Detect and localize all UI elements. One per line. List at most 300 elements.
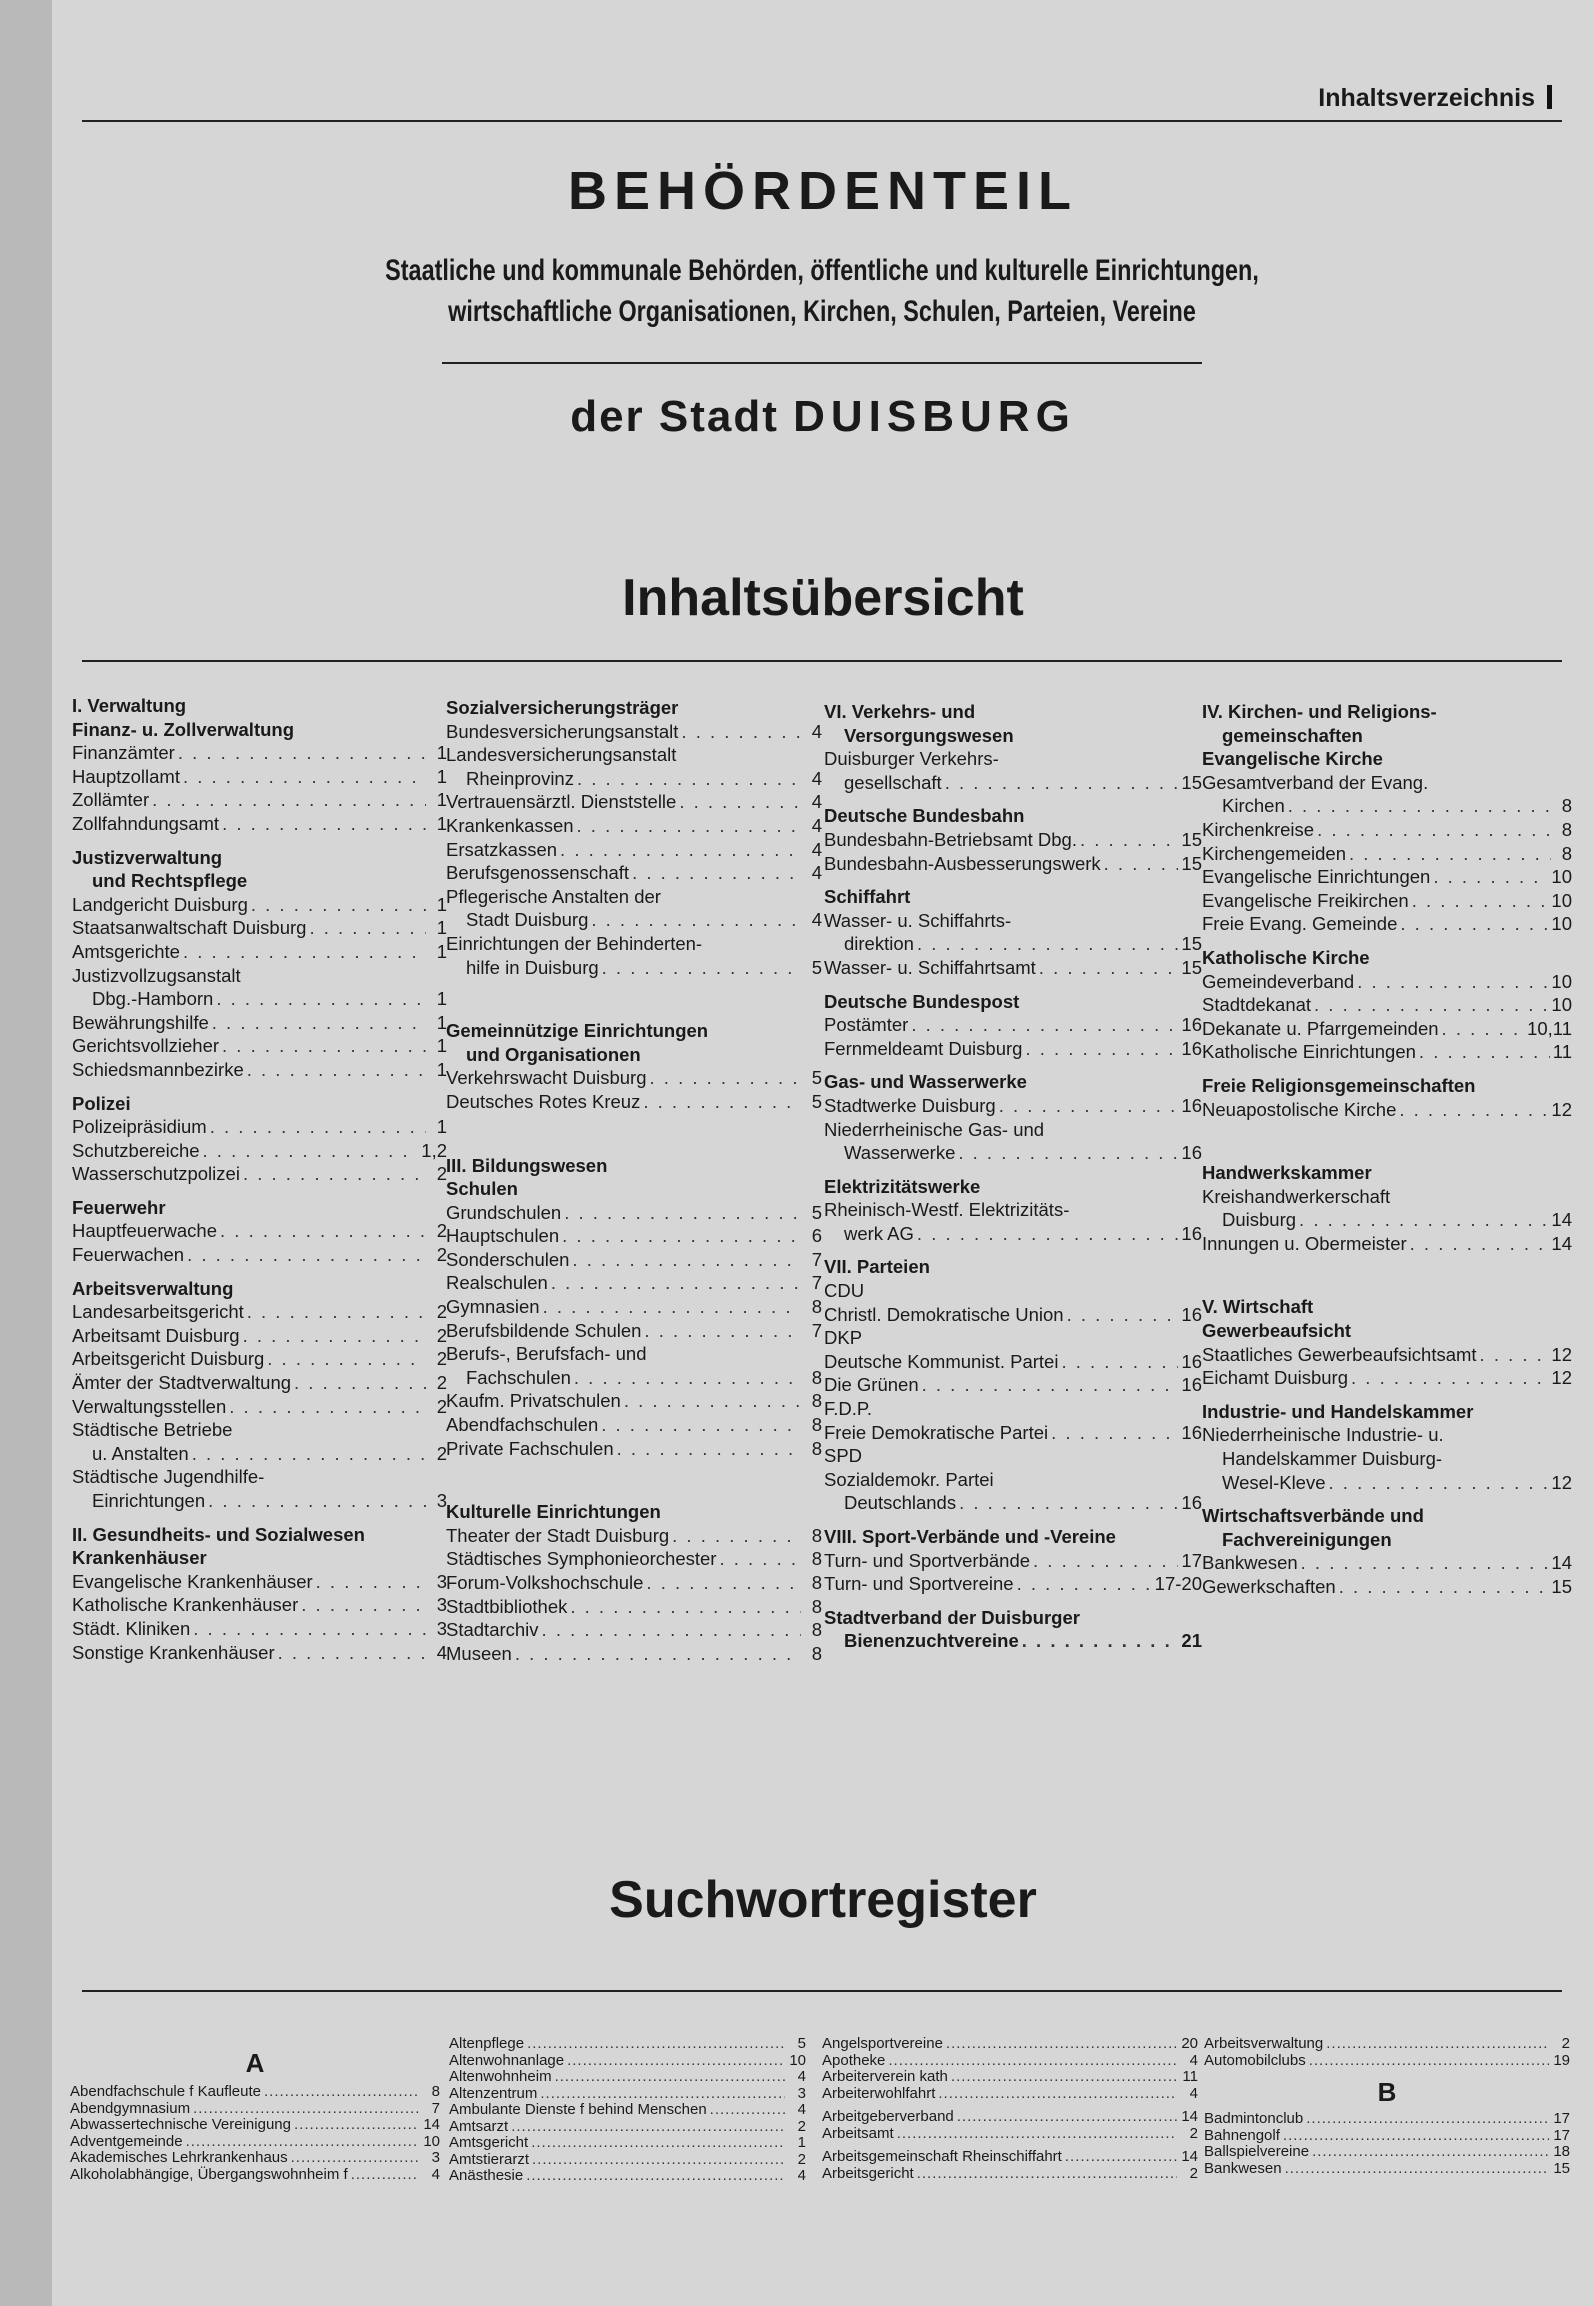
register-entry-name: Alkoholabhängige, Übergangswohnheim f xyxy=(70,2165,348,2183)
toc-entry[interactable] xyxy=(824,1037,1202,1061)
toc-entry[interactable] xyxy=(446,1066,822,1090)
register-entry[interactable] xyxy=(449,2152,806,2169)
register-leader xyxy=(897,2126,1177,2143)
toc-entry[interactable] xyxy=(72,1219,447,1243)
register-entry-name: Altenzentrum xyxy=(449,2084,538,2102)
toc-leader xyxy=(222,1034,426,1058)
toc-entry-page: 3 xyxy=(436,1617,447,1639)
toc-entry-page: 4 xyxy=(811,767,822,789)
toc-entry[interactable] xyxy=(1202,842,1572,866)
toc-entry[interactable] xyxy=(1202,865,1572,889)
register-entry-page: 2 xyxy=(797,2117,806,2135)
register-leader xyxy=(1309,2053,1549,2070)
toc-entry[interactable] xyxy=(72,1139,447,1163)
toc-entry[interactable] xyxy=(72,1593,447,1617)
toc-entry-name: Schutzbereiche xyxy=(72,1139,200,1161)
toc-entry[interactable] xyxy=(1202,818,1572,842)
toc-entry-name: Duisburg xyxy=(1222,1209,1297,1231)
toc-entry-name: Freie Evang. Gemeinde xyxy=(1202,913,1398,935)
toc-entry[interactable] xyxy=(824,1572,1202,1596)
toc-entry-page: 8 xyxy=(811,1548,822,1570)
toc-leader xyxy=(719,1547,801,1571)
toc-entry-page: 6 xyxy=(811,1225,822,1247)
toc-entry[interactable] xyxy=(824,1373,1202,1397)
toc-leader xyxy=(560,838,801,862)
toc-entry-page: 1 xyxy=(436,812,447,834)
toc-entry[interactable] xyxy=(72,1243,447,1267)
toc-entry-page: 2 xyxy=(436,1220,447,1242)
toc-entry-line: Handelskammer Duisburg- xyxy=(1222,1448,1443,1470)
toc-leader xyxy=(220,1219,426,1243)
toc-subheading: Deutsche Bundespost xyxy=(824,990,1020,1012)
register-column-3 xyxy=(822,2036,1198,2182)
toc-entry-name: Turn- und Sportvereine xyxy=(824,1573,1014,1595)
toc-entry-page: 2 xyxy=(436,1324,447,1346)
toc-entry-page: 5 xyxy=(811,956,822,978)
toc-entry[interactable] xyxy=(446,956,822,980)
toc-entry-name: Bundesversicherungsanstalt xyxy=(446,720,679,742)
toc-entry-page: 1 xyxy=(436,765,447,787)
toc-entry[interactable] xyxy=(1202,889,1572,913)
toc-leader xyxy=(1039,956,1179,980)
register-leader xyxy=(291,2150,419,2167)
toc-entry-line: Kreishandwerkerschaft xyxy=(1202,1185,1391,1207)
toc-entry[interactable] xyxy=(446,1571,822,1595)
toc-entry[interactable] xyxy=(824,771,1202,795)
register-entry[interactable] xyxy=(449,2053,806,2070)
toc-entry-page: 2 xyxy=(436,1301,447,1323)
toc-entry[interactable] xyxy=(72,741,447,765)
toc-entry-page: 8 xyxy=(1561,795,1572,817)
toc-entry[interactable] xyxy=(1202,1551,1572,1575)
toc-entry-name: Stadtwerke Duisburg xyxy=(824,1094,996,1116)
toc-entry[interactable] xyxy=(446,838,822,862)
toc-entry[interactable] xyxy=(824,1549,1202,1573)
register-entry[interactable] xyxy=(70,2117,440,2134)
toc-entry[interactable] xyxy=(824,1013,1202,1037)
toc-leader xyxy=(650,1066,801,1090)
toc-entry-name: Stadtarchiv xyxy=(446,1619,539,1641)
toc-leader xyxy=(515,1642,801,1666)
register-leader xyxy=(951,2069,1177,2086)
toc-entry-name: Vertrauensärztl. Dienststelle xyxy=(446,791,677,813)
toc-entry-page: 10,11 xyxy=(1527,1017,1572,1039)
register-entry-name: Arbeitsamt xyxy=(822,2124,894,2142)
toc-entry-page: 4 xyxy=(811,909,822,931)
toc-subheading: Kulturelle Einrichtungen xyxy=(446,1501,661,1523)
toc-entry[interactable] xyxy=(446,1595,822,1619)
toc-entry[interactable] xyxy=(446,1389,822,1413)
toc-leader xyxy=(1017,1572,1152,1596)
toc-entry[interactable] xyxy=(72,765,447,789)
toc-entry[interactable] xyxy=(824,828,1202,852)
toc-entry-name: Innungen u. Obermeister xyxy=(1202,1232,1407,1254)
toc-column-2 xyxy=(446,696,822,1665)
register-entry[interactable] xyxy=(822,2149,1198,2166)
register-entry[interactable] xyxy=(70,2084,440,2101)
toc-subheading xyxy=(1202,1504,1572,1551)
toc-entry-name: Fachschulen xyxy=(466,1366,571,1388)
register-leader xyxy=(193,2101,419,2118)
toc-leader xyxy=(681,720,801,744)
toc-entry-line: Städtische Betriebe xyxy=(72,1419,233,1441)
register-entry-name: Amtsarzt xyxy=(449,2117,509,2135)
toc-entry[interactable] xyxy=(446,1295,822,1319)
toc-entry[interactable] xyxy=(72,1371,447,1395)
register-entry-name: Abendfachschule f Kaufleute xyxy=(70,2083,261,2100)
toc-entry-line: Pflegerische Anstalten der xyxy=(446,885,661,907)
register-entry[interactable] xyxy=(449,2119,806,2136)
toc-entry-name: Bundesbahn-Ausbesserungswerk xyxy=(824,852,1101,874)
toc-entry-name: direktion xyxy=(844,933,914,955)
toc-leader xyxy=(183,940,426,964)
toc-entry-page: 8 xyxy=(811,1524,822,1546)
register-leader xyxy=(888,2053,1177,2070)
toc-entry-name: Evangelische Krankenhäuser xyxy=(72,1570,313,1592)
toc-subheading-line: Gemeinnützige Einrichtungen xyxy=(446,1020,709,1042)
toc-entry[interactable] xyxy=(1202,1098,1572,1122)
toc-subheading: Handwerkskammer xyxy=(1202,1162,1372,1184)
toc-entry[interactable] xyxy=(72,1115,447,1139)
register-entry[interactable] xyxy=(822,2053,1198,2070)
toc-leader xyxy=(911,1013,1178,1037)
toc-leader xyxy=(212,1011,426,1035)
toc-entry-name: Hauptzollamt xyxy=(72,765,180,787)
register-entry-name: Arbeitsverwaltung xyxy=(1204,2035,1324,2052)
toc-leader xyxy=(1080,828,1178,852)
toc-entry[interactable] xyxy=(446,1319,822,1343)
toc-entry[interactable] xyxy=(1202,1343,1572,1367)
toc-subheading: Industrie- und Handelskammer xyxy=(1202,1400,1474,1422)
register-entry-name: Amtstierarzt xyxy=(449,2150,530,2168)
toc-entry[interactable] xyxy=(72,916,447,940)
register-entry[interactable] xyxy=(1204,2161,1570,2178)
toc-entry-name: Polizeipräsidium xyxy=(72,1116,207,1138)
toc-entry[interactable] xyxy=(824,932,1202,956)
register-entry[interactable] xyxy=(822,2126,1198,2143)
toc-entry[interactable] xyxy=(1202,1366,1572,1390)
toc-entry[interactable] xyxy=(72,1162,447,1186)
toc-entry[interactable] xyxy=(446,1524,822,1548)
toc-entry-page: 3 xyxy=(436,1490,447,1511)
toc-entry-page: 14 xyxy=(1551,1232,1572,1254)
toc-leader xyxy=(1399,1098,1548,1122)
divider-contents xyxy=(82,660,1562,662)
toc-entry-page: 15 xyxy=(1181,852,1202,874)
register-entry-page: 4 xyxy=(797,2167,806,2184)
toc-entry[interactable] xyxy=(72,1617,447,1641)
toc-leader xyxy=(193,1617,426,1641)
toc-entry-name: hilfe in Duisburg xyxy=(466,956,599,978)
register-entry-page: 2 xyxy=(1189,2124,1198,2142)
register-entry-name: Arbeiterwohlfahrt xyxy=(822,2084,936,2102)
toc-leader xyxy=(632,861,801,885)
register-leader xyxy=(526,2168,785,2185)
toc-leader xyxy=(624,1389,801,1413)
register-entry[interactable] xyxy=(449,2036,806,2053)
toc-entry-name: Christl. Demokratische Union xyxy=(824,1303,1064,1325)
city-title xyxy=(52,392,1594,442)
toc-leader xyxy=(243,1162,426,1186)
register-entry-page: 4 xyxy=(797,2068,806,2085)
toc-entry[interactable] xyxy=(824,1629,1202,1653)
toc-entry-page: 10 xyxy=(1551,994,1572,1016)
register-entry-name: Abwassertechnische Vereinigung xyxy=(70,2116,291,2133)
toc-entry[interactable] xyxy=(72,1442,447,1466)
toc-entry[interactable] xyxy=(824,1094,1202,1118)
register-entry-page: 2 xyxy=(1561,2035,1570,2052)
register-entry[interactable] xyxy=(449,2135,806,2152)
register-entry[interactable] xyxy=(822,2166,1198,2183)
toc-subheading: Gewerbeaufsicht xyxy=(1202,1320,1352,1342)
toc-leader xyxy=(570,1595,801,1619)
toc-entry[interactable] xyxy=(72,1011,447,1035)
toc-entry-page: 10 xyxy=(1551,913,1572,935)
toc-entry[interactable] xyxy=(72,1641,447,1665)
city-name: DUISBURG xyxy=(793,392,1076,441)
toc-entry[interactable] xyxy=(1202,912,1572,936)
toc-heading: VII. Parteien xyxy=(824,1256,930,1278)
toc-entry-page: 16 xyxy=(1181,1094,1202,1116)
toc-entry[interactable] xyxy=(72,1489,447,1513)
toc-entry[interactable] xyxy=(446,1547,822,1571)
toc-entry[interactable] xyxy=(446,1413,822,1437)
toc-entry-name: Deutsches Rotes Kreuz xyxy=(446,1090,641,1112)
register-leader xyxy=(1065,2149,1177,2166)
toc-entry-name: Gemeindeverband xyxy=(1202,970,1355,992)
toc-leader xyxy=(679,790,801,814)
toc-entry[interactable] xyxy=(446,1366,822,1390)
toc-entry[interactable] xyxy=(446,908,822,932)
toc-entry-name: Verkehrswacht Duisburg xyxy=(446,1067,647,1089)
register-entry[interactable] xyxy=(1204,2053,1570,2070)
toc-leader xyxy=(999,1094,1179,1118)
toc-entry[interactable] xyxy=(446,1437,822,1461)
toc-heading-line: IV. Kirchen- und Religions- xyxy=(1202,701,1437,722)
toc-leader xyxy=(1033,1549,1178,1573)
register-entry[interactable] xyxy=(449,2102,806,2119)
toc-entry[interactable] xyxy=(1202,1232,1572,1256)
register-leader xyxy=(511,2119,785,2136)
toc-entry-name: Zollämter xyxy=(72,789,150,811)
toc-entry-name: Stadt Duisburg xyxy=(466,909,589,931)
toc-entry[interactable] xyxy=(824,1491,1202,1515)
register-letter: B xyxy=(1377,2077,1397,2107)
toc-entry[interactable] xyxy=(1202,970,1572,994)
toc-entry[interactable] xyxy=(1202,1208,1572,1232)
toc-entry[interactable] xyxy=(72,788,447,812)
toc-entry[interactable] xyxy=(1202,1017,1572,1041)
toc-entry-name: Bienenzuchtvereine xyxy=(844,1630,1019,1652)
toc-leader xyxy=(294,1371,426,1395)
toc-leader xyxy=(551,1271,801,1295)
toc-entry[interactable] xyxy=(446,1224,822,1248)
register-leader xyxy=(1283,2128,1549,2145)
toc-leader xyxy=(577,767,801,791)
toc-leader xyxy=(1061,1350,1178,1374)
register-entry-name: Adventgemeinde xyxy=(70,2132,183,2150)
toc-entry[interactable] xyxy=(72,1058,447,1082)
toc-entry-page: 2 xyxy=(436,1348,447,1370)
toc-entry-page: 16 xyxy=(1181,1142,1202,1164)
toc-entry-page: 1 xyxy=(436,1058,447,1080)
register-entry[interactable] xyxy=(70,2167,440,2184)
register-entry[interactable] xyxy=(70,2101,440,2118)
toc-entry[interactable] xyxy=(72,1347,447,1371)
register-entry-page: 8 xyxy=(431,2083,440,2100)
register-entry-name: Arbeitgeberverband xyxy=(822,2108,954,2125)
toc-entry[interactable] xyxy=(72,987,447,1011)
toc-entry-line: Rheinisch-Westf. Elektrizitäts- xyxy=(824,1199,1070,1221)
document-page xyxy=(52,0,1594,2306)
toc-heading-line: gemeinschaften xyxy=(1222,724,1363,746)
register-entry-name: Automobilclubs xyxy=(1204,2051,1306,2069)
register-entry[interactable] xyxy=(822,2069,1198,2086)
toc-entry-page: 17-20 xyxy=(1154,1573,1202,1595)
toc-entry-page: 1 xyxy=(436,1116,447,1138)
toc-entry[interactable] xyxy=(1202,1575,1572,1599)
toc-entry[interactable] xyxy=(1202,1040,1572,1064)
register-entry[interactable] xyxy=(1204,2036,1570,2053)
register-entry[interactable] xyxy=(70,2150,440,2167)
toc-entry[interactable] xyxy=(72,1034,447,1058)
toc-entry-name: Hauptfeuerwache xyxy=(72,1220,218,1242)
toc-entry[interactable] xyxy=(446,1642,822,1666)
register-entry-name: Abendgymnasium xyxy=(70,2099,191,2117)
toc-entry[interactable] xyxy=(72,940,447,964)
toc-entry[interactable] xyxy=(446,1090,822,1114)
register-entry[interactable] xyxy=(449,2069,806,2086)
toc-entry[interactable] xyxy=(824,956,1202,980)
toc-entry-page: 11 xyxy=(1552,1041,1572,1063)
register-entry-page: 19 xyxy=(1553,2051,1570,2069)
toc-entry-page: 4 xyxy=(811,838,822,860)
toc-entry[interactable] xyxy=(446,1618,822,1642)
toc-entry-page: 8 xyxy=(1561,818,1572,840)
toc-entry-page: 16 xyxy=(1181,1492,1202,1514)
toc-entry[interactable] xyxy=(72,1395,447,1419)
toc-entry[interactable] xyxy=(446,814,822,838)
toc-entry-name: Landesarbeitsgericht xyxy=(72,1301,244,1323)
toc-entry-name: Schiedsmannbezirke xyxy=(72,1058,244,1080)
toc-entry-name: Wasserschutzpolizei xyxy=(72,1163,240,1185)
toc-subheading: Evangelische Kirche xyxy=(1202,748,1383,770)
register-entry-page: 15 xyxy=(1553,2159,1570,2177)
toc-subheading: Arbeitsverwaltung xyxy=(72,1277,234,1299)
register-entry[interactable] xyxy=(1204,2128,1570,2145)
toc-entry-page: 4 xyxy=(811,720,822,742)
toc-leader xyxy=(562,1224,801,1248)
toc-entry[interactable] xyxy=(824,1350,1202,1374)
toc-entry-name: Kirchenkreise xyxy=(1202,818,1315,840)
toc-entry[interactable] xyxy=(446,767,822,791)
toc-entry-name: Eichamt Duisburg xyxy=(1202,1367,1349,1389)
toc-entry[interactable] xyxy=(1202,1471,1572,1495)
toc-leader xyxy=(1433,865,1548,889)
toc-leader xyxy=(646,1571,801,1595)
toc-entry-name: Freie Demokratische Partei xyxy=(824,1421,1049,1443)
toc-entry-name: Berufsgenossenschaft xyxy=(446,862,630,884)
toc-entry[interactable] xyxy=(824,1303,1202,1327)
toc-heading: III. Bildungswesen xyxy=(446,1154,608,1176)
register-entry-name: Bahnengolf xyxy=(1204,2126,1280,2144)
toc-entry[interactable] xyxy=(1202,794,1572,818)
toc-entry-name: gesellschaft xyxy=(844,771,942,793)
register-leader xyxy=(264,2084,419,2101)
toc-entry[interactable] xyxy=(446,861,822,885)
toc-entry-page: 14 xyxy=(1551,1209,1572,1231)
toc-entry-page: 8 xyxy=(811,1595,822,1617)
register-entry-name: Ballspielvereine xyxy=(1204,2143,1310,2160)
toc-entry-name: Ersatzkassen xyxy=(446,838,558,860)
toc-entry-line: Städtische Jugendhilfe- xyxy=(72,1466,265,1488)
toc-leader xyxy=(208,1489,426,1513)
register-entry-page: 7 xyxy=(431,2099,440,2117)
toc-entry-line: F.D.P. xyxy=(824,1398,872,1420)
toc-entry[interactable] xyxy=(72,893,447,917)
toc-leader xyxy=(1299,1208,1548,1232)
toc-entry-name: Stadtbibliothek xyxy=(446,1595,568,1617)
toc-entry[interactable] xyxy=(824,1141,1202,1165)
toc-entry[interactable] xyxy=(72,812,447,836)
toc-entry-name: Dbg.-Hamborn xyxy=(92,988,214,1010)
toc-entry[interactable] xyxy=(446,1201,822,1225)
register-entry[interactable] xyxy=(822,2109,1198,2126)
toc-entry-page: 16 xyxy=(1181,1014,1202,1036)
toc-entry[interactable] xyxy=(446,720,822,744)
register-entry-name: Ambulante Dienste f behind Menschen xyxy=(449,2101,707,2118)
register-entry-page: 4 xyxy=(431,2165,440,2183)
city-prefix: der Stadt xyxy=(570,392,779,441)
toc-subheading-line: Fachvereinigungen xyxy=(1222,1528,1392,1550)
toc-entry-name: Berufsbildende Schulen xyxy=(446,1319,642,1341)
toc-entry[interactable] xyxy=(446,1271,822,1295)
toc-entry-page: 4 xyxy=(811,862,822,884)
toc-entry[interactable] xyxy=(1202,993,1572,1017)
toc-entry[interactable] xyxy=(824,1421,1202,1445)
register-entry[interactable] xyxy=(822,2036,1198,2053)
toc-subheading: Schiffahrt xyxy=(824,886,911,908)
toc-heading: II. Gesundheits- und Sozialwesen xyxy=(72,1523,365,1545)
register-entry[interactable] xyxy=(449,2086,806,2103)
register-entry[interactable] xyxy=(1204,2111,1570,2128)
register-entry-page: 14 xyxy=(1181,2148,1198,2165)
toc-subheading-line: Wirtschaftsverbände und xyxy=(1202,1505,1424,1527)
toc-entry-line: DKP xyxy=(824,1327,863,1349)
toc-heading: VIII. Sport-Verbände und -Vereine xyxy=(824,1526,1116,1547)
toc-entry[interactable] xyxy=(446,1248,822,1272)
toc-leader xyxy=(945,771,1179,795)
toc-entry[interactable] xyxy=(446,790,822,814)
toc-leader xyxy=(183,765,426,789)
register-entry[interactable] xyxy=(449,2168,806,2185)
register-entry[interactable] xyxy=(822,2086,1198,2103)
toc-subheading-line: Justizverwaltung xyxy=(72,846,223,868)
toc-entry-name: Städt. Kliniken xyxy=(72,1617,191,1639)
toc-entry[interactable] xyxy=(72,1324,447,1348)
register-entry-name: Angelsportvereine xyxy=(822,2035,943,2052)
toc-entry[interactable] xyxy=(72,1300,447,1324)
toc-entry-name: Wasserwerke xyxy=(844,1142,956,1164)
register-entry[interactable] xyxy=(70,2134,440,2151)
toc-entry[interactable] xyxy=(824,852,1202,876)
toc-entry-name: Museen xyxy=(446,1642,512,1664)
toc-entry-name: Kirchen xyxy=(1222,795,1285,817)
toc-entry-name: Katholische Einrichtungen xyxy=(1202,1041,1416,1063)
toc-entry[interactable] xyxy=(824,1222,1202,1246)
register-entry[interactable] xyxy=(1204,2144,1570,2161)
toc-entry[interactable] xyxy=(72,1570,447,1594)
